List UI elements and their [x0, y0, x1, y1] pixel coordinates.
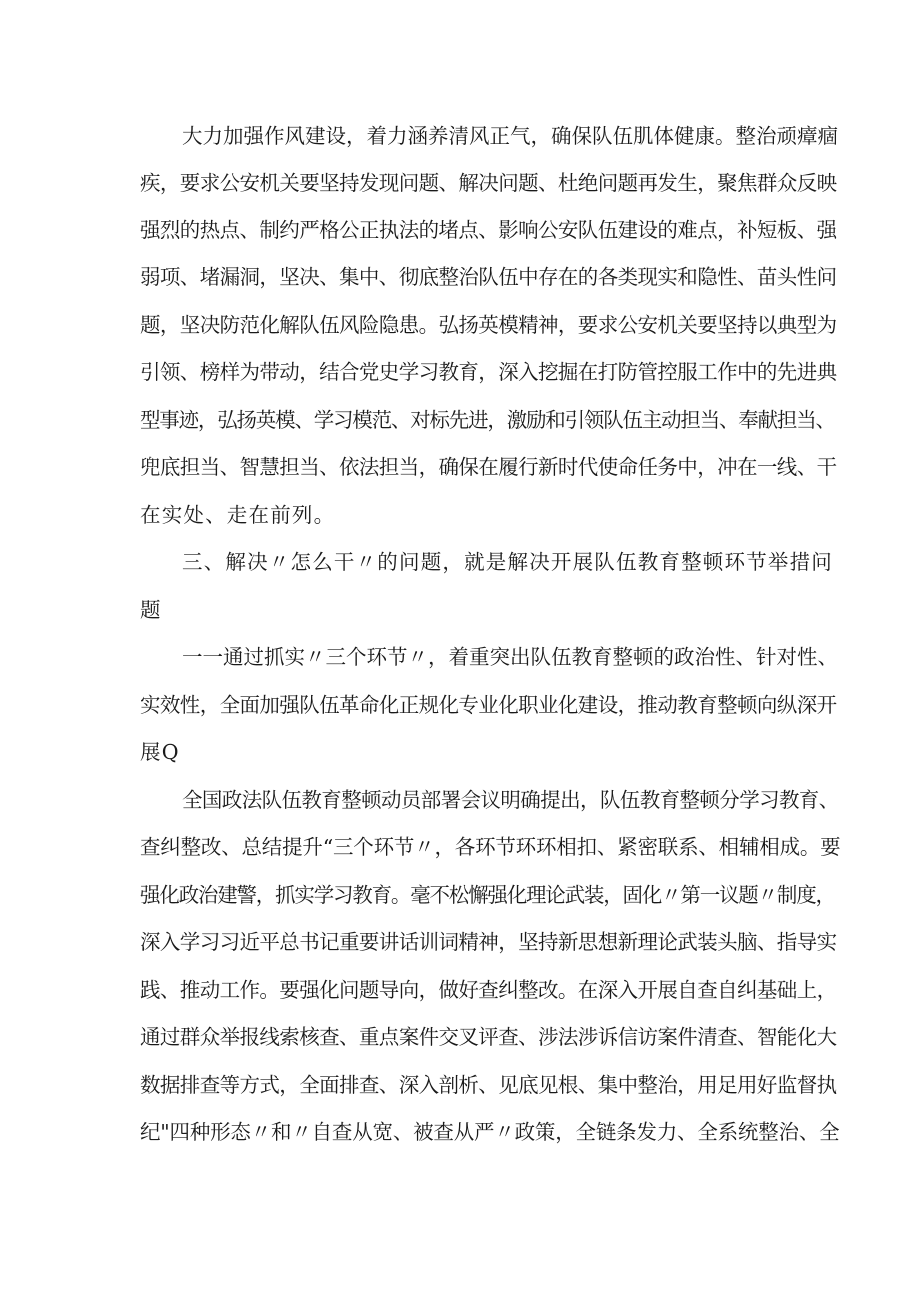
- paragraph-1-line-9: 在实处、走在前列。: [140, 503, 336, 527]
- section-heading-line-2: 题: [140, 598, 162, 622]
- paragraph-3-line-4: 深入学习习近平总书记重要讲话训词精神，坚持新思想新理论武装头脑、指导实: [140, 930, 837, 954]
- paragraph-1-line-2: 疾，要求公安机关要坚持发现问题、解决问题、杜绝问题再发生，聚焦群众反映: [140, 171, 837, 195]
- paragraph-1-line-8: 兜底担当、智慧担当、依法担当，确保在履行新时代使命任务中，冲在一线、干: [140, 455, 837, 479]
- paragraph-3-line-5: 践、推动工作。要强化问题导向，做好查纠整改。在深入开展自查自纠基础上，: [140, 978, 837, 1002]
- paragraph-1-line-3: 强烈的热点、制约严格公正执法的堵点、影响公安队伍建设的难点，补短板、强: [140, 218, 837, 242]
- paragraph-1-line-5: 题，坚决防范化解队伍风险隐患。弘扬英模精神，要求公安机关要坚持以典型为: [140, 313, 837, 337]
- paragraph-3-line-1: 全国政法队伍教育整顿动员部署会议明确提出，队伍教育整顿分学习教育、: [182, 788, 839, 812]
- section-heading-line-1: 三、解决〃怎么干〃的问题，就是解决开展队伍教育整顿环节举措问: [182, 550, 833, 574]
- paragraph-2-line-3: 展Q: [140, 740, 180, 764]
- paragraph-1-line-6: 引领、榜样为带动，结合党史学习教育，深入挖掘在打防管控服工作中的先进典: [140, 360, 837, 384]
- paragraph-3-line-7: 数据排查等方式，全面排查、深入剖析、见底见根、集中整治，用足用好监督执: [140, 1073, 837, 1097]
- paragraph-1-line-7: 型事迹，弘扬英模、学习模范、对标先进，激励和引领队伍主动担当、奉献担当、: [140, 408, 835, 432]
- paragraph-2-line-1: 一一通过抓实〃三个环节〃，着重突出队伍教育整顿的政治性、针对性、: [182, 645, 838, 669]
- paragraph-1-line-1: 大力加强作风建设，着力涵养清风正气，确保队伍肌体健康。整治顽瘴痼: [182, 124, 838, 148]
- paragraph-3-line-8: 纪"四种形态〃和〃自查从宽、被查从严〃政策，全链条发力、全系统整治、全: [140, 1120, 840, 1144]
- paragraph-3-line-6: 通过群众举报线索核查、重点案件交叉评查、涉法涉诉信访案件清查、智能化大: [140, 1025, 837, 1049]
- paragraph-1-line-4: 弱项、堵漏洞，坚决、集中、彻底整治队伍中存在的各类现实和隐性、苗头性问: [140, 265, 837, 289]
- paragraph-2-line-2: 实效性，全面加强队伍革命化正规化专业化职业化建设，推动教育整顿向纵深开: [140, 693, 837, 717]
- paragraph-3-line-3: 强化政治建警，抓实学习教育。毫不松懈强化理论武装，固化〃第一议题〃制度，: [140, 883, 835, 907]
- paragraph-3-line-2: 查纠整改、总结提升“三个环节〃，各环节环环相扣、紧密联系、相辅相成。要: [140, 835, 841, 859]
